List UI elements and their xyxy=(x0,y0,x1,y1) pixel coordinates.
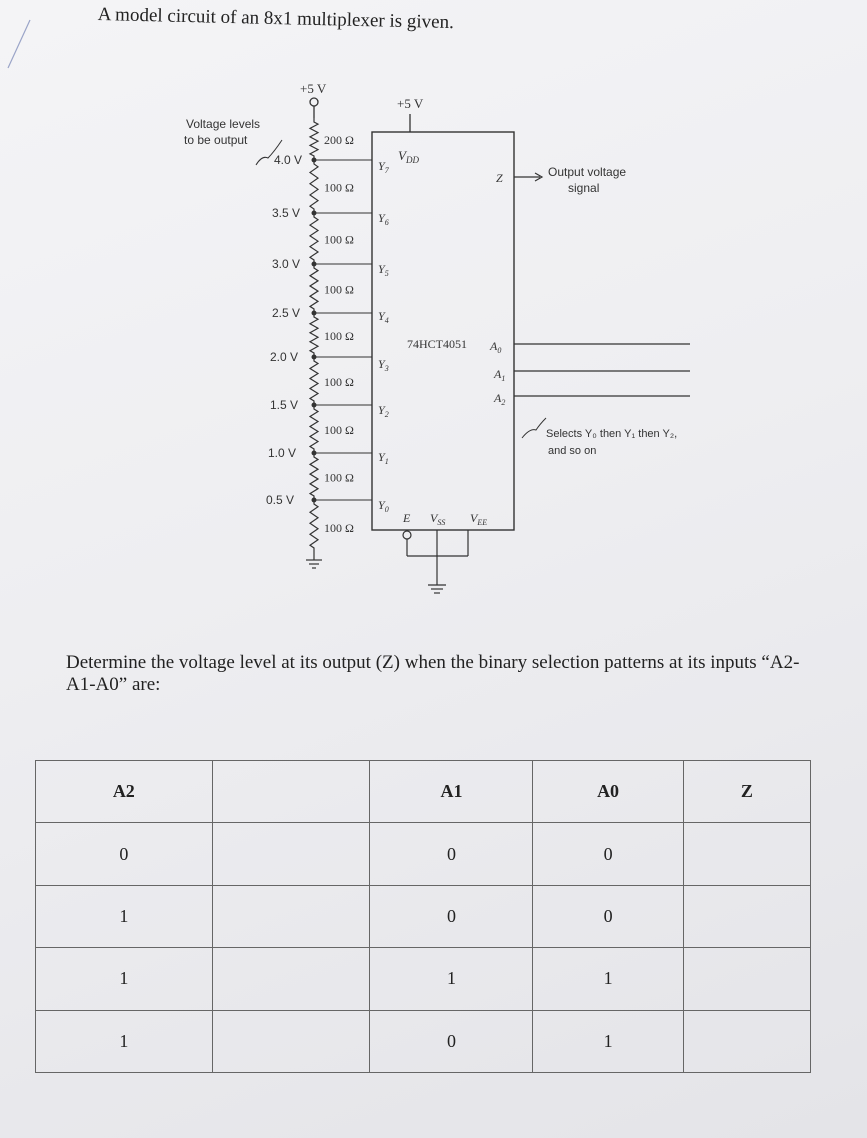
tap-voltage-label: 2.5 V xyxy=(272,306,301,320)
cell-z-answer[interactable] xyxy=(683,823,810,885)
tap-voltage-label: 1.5 V xyxy=(270,398,299,412)
cell-z-answer[interactable] xyxy=(683,885,810,947)
a1-pin-label: $A_1$ xyxy=(494,367,506,383)
levels-label-line1: Voltage levels xyxy=(186,117,261,131)
selects-label-line2: and so on xyxy=(548,445,597,457)
ladder-resistor xyxy=(310,357,318,405)
header-a1: A1 xyxy=(370,761,533,823)
ladder-resistor xyxy=(310,264,318,313)
left-supply-label: +5 V xyxy=(300,81,327,96)
y-input-pin-label: $Y_6$ xyxy=(378,211,389,227)
ladder-ground-symbol xyxy=(306,560,322,568)
y-input-pin-label: $Y_3$ xyxy=(378,357,389,373)
tap-voltage-label: 4.0 V xyxy=(274,153,303,167)
selects-pointer-arrow xyxy=(522,418,546,438)
table-row xyxy=(36,823,811,885)
enable-pin-label: E xyxy=(403,511,411,525)
selection-table xyxy=(35,760,811,1073)
y-input-pin-label: $Y_2$ xyxy=(378,403,389,419)
vee-pin-label: $V_{EE}$ xyxy=(470,511,488,527)
cell-a2: 0 xyxy=(36,823,213,885)
ladder-resistor xyxy=(310,160,318,213)
tap-voltage-label: 1.0 V xyxy=(268,446,297,460)
header-z: Z xyxy=(683,761,810,823)
cell-a0: 0 xyxy=(533,885,683,947)
cell-a1: 1 xyxy=(370,948,533,1010)
cell-a2: 1 xyxy=(36,948,213,1010)
chip-ground-symbol xyxy=(428,585,446,593)
left-supply-terminal xyxy=(310,98,318,106)
output-label-line1: Output voltage xyxy=(548,165,627,179)
resistor-ladder xyxy=(266,118,390,568)
resistor-value-label: 200 Ω xyxy=(324,133,354,147)
cell-a0: 1 xyxy=(533,948,683,1010)
a2-pin-label: $A_2$ xyxy=(494,391,506,407)
ladder-resistor xyxy=(310,405,318,453)
table-header-row xyxy=(36,761,811,823)
header-a2: A2 xyxy=(36,761,213,823)
cell-empty xyxy=(212,885,370,947)
cell-a1: 0 xyxy=(370,823,533,885)
cell-a0: 1 xyxy=(533,1010,683,1072)
table-row xyxy=(36,885,811,947)
resistor-value-label: 100 Ω xyxy=(324,521,354,535)
tap-voltage-label: 3.0 V xyxy=(272,257,301,271)
levels-label-line2: to be output xyxy=(184,133,248,147)
cell-a2: 1 xyxy=(36,1010,213,1072)
vss-pin-label: $V_{SS}$ xyxy=(430,511,446,527)
ladder-resistor xyxy=(310,453,318,500)
y-input-pin-label: $Y_0$ xyxy=(378,498,389,514)
question-text: Determine the voltage level at its output (Z) when the binary selection patterns at its inputs “A2-A1-A0” are: xyxy=(66,652,800,695)
cell-empty xyxy=(212,823,370,885)
resistor-value-label: 100 Ω xyxy=(324,470,354,485)
resistor-value-label: 100 Ω xyxy=(324,329,354,343)
table-row xyxy=(36,1010,811,1072)
resistor-value-label: 100 Ω xyxy=(324,282,354,297)
cell-a2: 1 xyxy=(36,885,213,947)
chip-supply-label: +5 V xyxy=(397,96,424,111)
tap-voltage-label: 0.5 V xyxy=(266,493,295,507)
tap-voltage-label: 2.0 V xyxy=(270,350,299,364)
cell-empty xyxy=(212,1010,370,1072)
resistor-value-label: 100 Ω xyxy=(324,180,354,195)
ladder-resistor xyxy=(310,118,318,160)
y-input-pin-label: $Y_5$ xyxy=(378,262,389,278)
header-a0: A0 xyxy=(533,761,683,823)
chip-part-number: 74HCT4051 xyxy=(407,337,467,351)
resistor-value-label: 100 Ω xyxy=(324,232,354,247)
page-heading: A model circuit of an 8x1 multiplexer is given. xyxy=(97,4,455,34)
table-row xyxy=(36,948,811,1010)
ladder-resistor xyxy=(310,500,318,552)
ladder-resistor xyxy=(310,313,318,357)
cell-z-answer[interactable] xyxy=(683,948,810,1010)
mux-chip-74hct4051 xyxy=(372,132,514,530)
vdd-pin-label: $V_{DD}$ xyxy=(398,148,419,165)
y-input-pin-label: $Y_7$ xyxy=(378,159,389,175)
selects-label-line1: Selects Y₀ then Y₁ then Y₂, xyxy=(546,428,678,440)
resistor-value-label: 100 Ω xyxy=(324,375,354,389)
cell-a1: 0 xyxy=(370,1010,533,1072)
cell-a1: 0 xyxy=(370,885,533,947)
a0-pin-label: $A_0$ xyxy=(490,339,502,355)
cell-a0: 0 xyxy=(533,823,683,885)
output-label-line2: signal xyxy=(568,181,600,195)
enable-pin-terminal xyxy=(403,531,411,539)
ladder-resistor xyxy=(310,213,318,264)
z-pin-label: Z xyxy=(496,171,503,185)
y-input-pin-label: $Y_1$ xyxy=(378,450,389,466)
cell-empty xyxy=(212,948,370,1010)
y-input-pin-label: $Y_4$ xyxy=(378,309,389,325)
pen-mark xyxy=(8,20,30,68)
tap-voltage-label: 3.5 V xyxy=(272,206,301,220)
cell-z-answer[interactable] xyxy=(683,1010,810,1072)
resistor-value-label: 100 Ω xyxy=(324,423,354,437)
header-empty xyxy=(212,761,370,823)
